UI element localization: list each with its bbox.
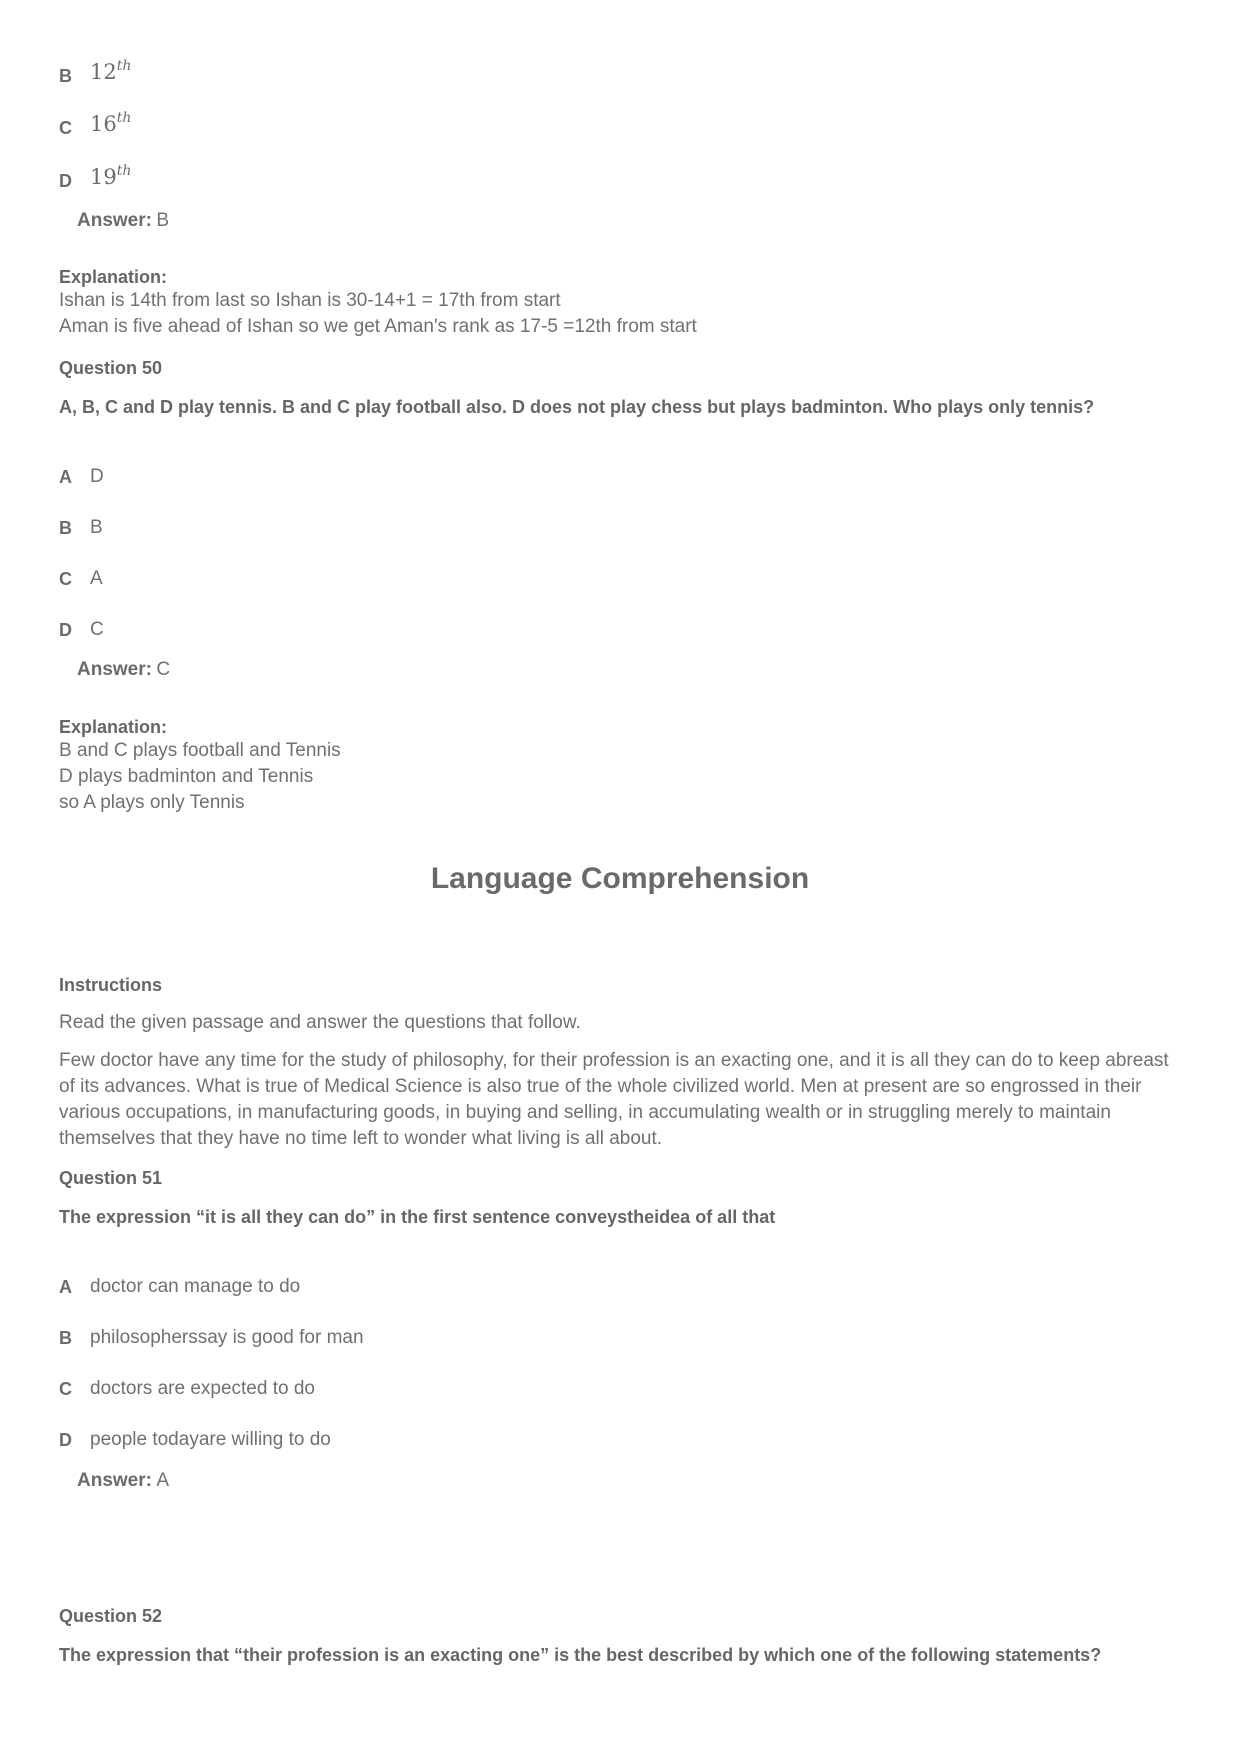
option-row	[59, 466, 104, 488]
answer-label: Answer:	[77, 1470, 152, 1491]
math-superscript: th	[116, 163, 132, 179]
option-row	[59, 568, 103, 590]
option-letter: C	[59, 118, 72, 138]
math-superscript: th	[116, 110, 132, 126]
option-row	[59, 1327, 364, 1349]
option-letter: C	[59, 1379, 72, 1399]
answer-label: Answer:	[77, 659, 152, 680]
option-letter: D	[59, 620, 72, 640]
instructions-heading: Instructions	[59, 975, 163, 995]
option-math	[90, 163, 131, 189]
option-math	[90, 110, 131, 136]
question-text: The expression “it is all they can do” in the first sentence conveystheidea of all that	[59, 1207, 776, 1227]
option-letter: D	[59, 171, 72, 191]
explanation-block	[59, 717, 341, 816]
option-row	[59, 1276, 301, 1298]
instructions-intro: Read the given passage and answer the questions that follow.	[59, 1012, 581, 1033]
option-text: A	[90, 568, 103, 589]
option-text: B	[90, 517, 103, 538]
explanation-heading: Explanation:	[59, 717, 168, 737]
question-heading: Question 52	[59, 1606, 163, 1626]
answer-line	[77, 659, 170, 681]
question-text: The expression that “their profession is an exacting one” is the best described by which one of the following statements?	[59, 1645, 1102, 1665]
section-title: Language Comprehension	[430, 862, 810, 895]
math-superscript: th	[116, 58, 132, 74]
option-text: C	[90, 619, 104, 640]
option-letter: C	[59, 569, 72, 589]
option-text: philosopherssay is good for man	[90, 1327, 364, 1348]
option-row	[59, 58, 132, 87]
answer-value: B	[156, 210, 170, 231]
explanation-heading: Explanation:	[59, 267, 168, 287]
option-text: doctors are expected to do	[90, 1378, 315, 1399]
answer-value: C	[156, 659, 171, 680]
answer-value: A	[156, 1470, 170, 1491]
option-row	[59, 1429, 331, 1451]
option-letter: A	[59, 467, 72, 487]
option-letter: B	[59, 66, 72, 86]
option-letter: B	[59, 518, 72, 538]
answer-line	[77, 1470, 169, 1492]
question-text: A, B, C and D play tennis. B and C play football also. D does not play chess but plays badminton. Who plays only tennis?	[59, 397, 1095, 417]
option-row	[59, 1378, 315, 1400]
option-row	[59, 619, 104, 641]
math-base: 12	[90, 60, 117, 84]
answer-label: Answer:	[77, 210, 152, 231]
explanation-block	[59, 267, 697, 340]
explanation-line: so A plays only Tennis	[59, 792, 245, 813]
math-base: 16	[90, 112, 117, 136]
option-text: people todayare willing to do	[90, 1429, 331, 1450]
explanation-line: D plays badminton and Tennis	[59, 766, 314, 787]
explanation-line: Ishan is 14th from last so Ishan is 30-14+1 = 17th from start	[59, 290, 561, 311]
option-letter: D	[59, 1430, 72, 1450]
option-letter: A	[59, 1277, 72, 1297]
option-text: doctor can manage to do	[90, 1276, 301, 1297]
question-heading: Question 51	[59, 1168, 163, 1188]
option-row	[59, 110, 132, 139]
option-text: D	[90, 466, 104, 487]
option-letter: B	[59, 1328, 72, 1348]
passage-text: Few doctor have any time for the study of philosophy, for their profession is an exacting one, and it is all they can do to keep abreast of its advances. What is true of Medical Science is also true of the whole civilized world. Men at present are so engrossed in their various occupations, in manufacturing goods, in buying and selling, in accumulating wealth or in struggling merely to maintain themselves that they have no time left to wonder what living is all about.	[59, 1050, 1169, 1149]
option-row	[59, 163, 132, 192]
answer-line	[77, 210, 169, 232]
explanation-line: Aman is five ahead of Ishan so we get Aman's rank as 17-5 =12th from start	[59, 316, 697, 337]
option-row	[59, 517, 103, 539]
question-heading: Question 50	[59, 358, 163, 378]
option-math	[90, 58, 131, 84]
math-base: 19	[90, 165, 117, 189]
explanation-line: B and C plays football and Tennis	[59, 740, 341, 761]
